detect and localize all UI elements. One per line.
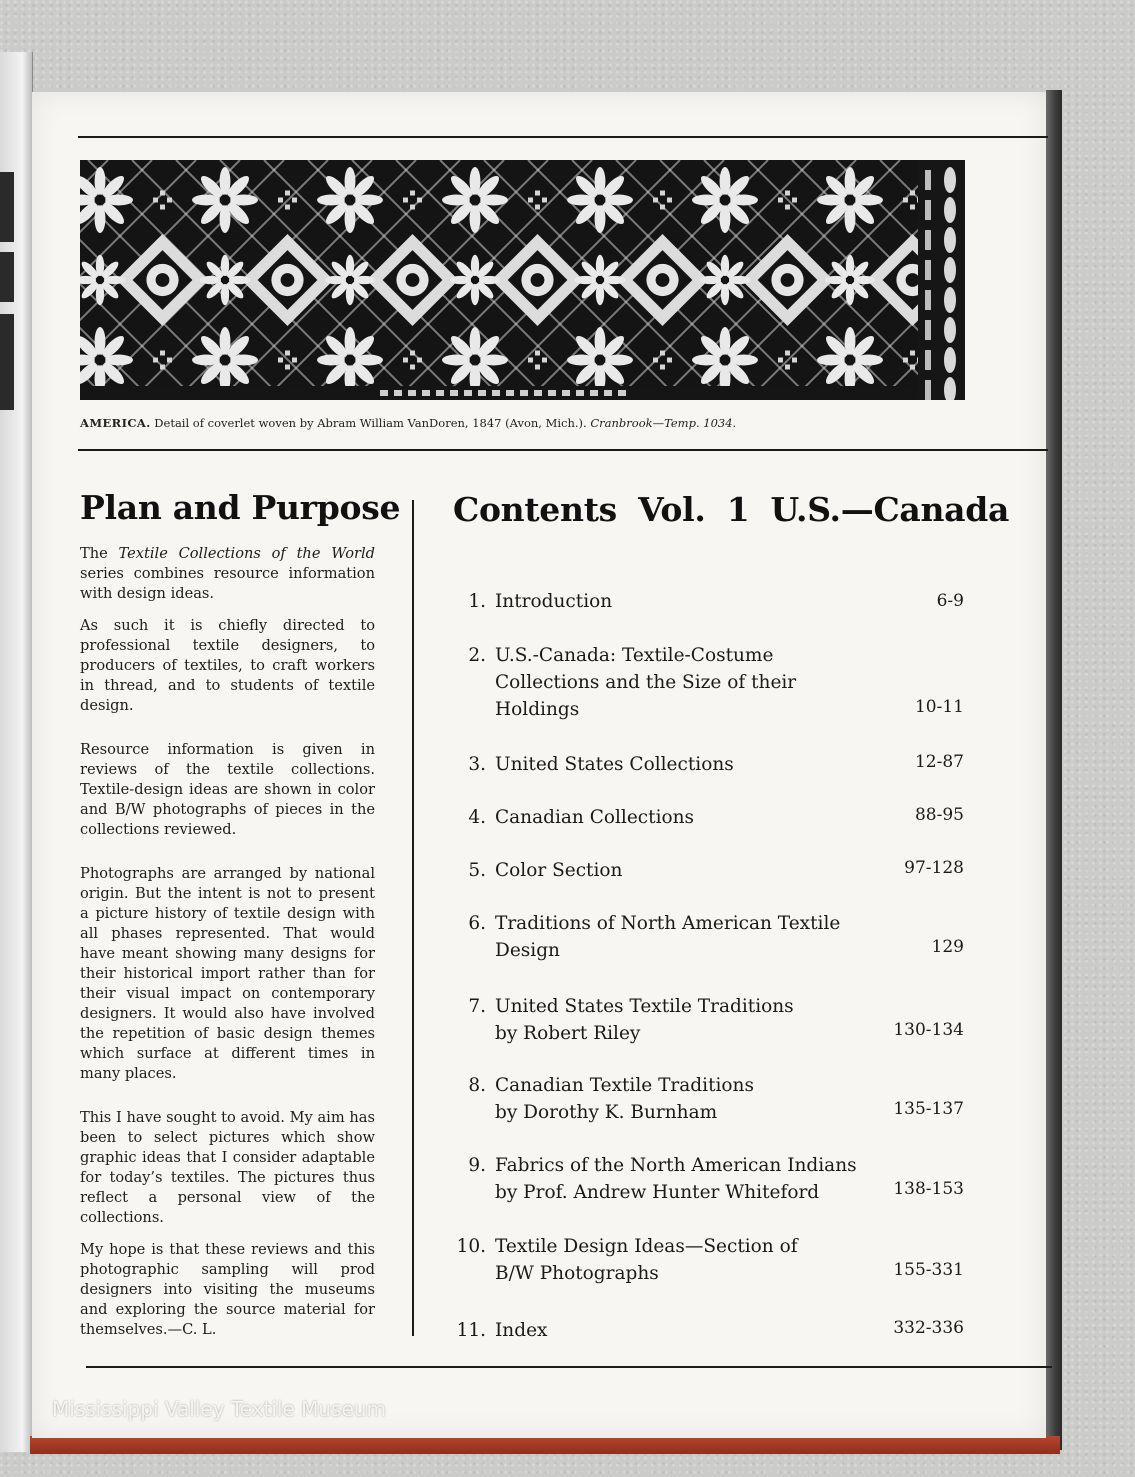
plan-paragraph: Photographs are arranged by national origin. But the intent is not to present a picture history of textile design with all phases represented. That would have meant showing many designs for their historical import rather than for their visual impact on contemporary designers. It would also have involved the repetition of basic design themes which surface at different times in many places. [80, 865, 375, 1082]
toc-item [452, 1072, 964, 1126]
toc-title: Canadian Textile Traditions by Dorothy K. Burnham [495, 1075, 754, 1123]
toc-item [452, 588, 964, 615]
caption-credit: Cranbrook—Temp. 1034. [590, 416, 737, 430]
plan-text: series combines resource information with design ideas. [80, 565, 375, 602]
coverlet-pattern-illustration [80, 160, 965, 400]
toc-pages: 135-137 [893, 1099, 964, 1119]
toc-number: 11. [456, 1320, 486, 1341]
top-rule [78, 136, 1048, 138]
toc-number: 1. [468, 591, 486, 612]
toc-number: 6. [468, 913, 486, 934]
toc-number: 7. [468, 996, 486, 1017]
plan-title: Plan and Purpose [80, 488, 401, 527]
toc-item [452, 993, 964, 1047]
plan-text: The [80, 545, 119, 562]
toc-number: 4. [468, 807, 486, 828]
toc-title: Canadian Collections [495, 807, 695, 828]
toc-item [452, 1233, 964, 1287]
toc-title: Traditions of North American Textile Design [495, 913, 841, 961]
photo-caption [80, 416, 965, 430]
toc-title: Color Section [495, 860, 623, 881]
plan-paragraph: As such it is chiefly directed to professional textile designers, to producers of textiles, to craft workers in thread, and to students of textile design. [80, 617, 375, 714]
toc-title: Index [495, 1320, 548, 1341]
toc-title: United States Textile Traditions by Robert Riley [495, 996, 794, 1044]
toc-item [452, 642, 964, 723]
series-title: Textile Collections of the World [118, 545, 375, 562]
toc-number: 9. [468, 1155, 486, 1176]
plan-paragraph [80, 544, 375, 604]
coverlet-photo [80, 160, 965, 400]
plan-paragraph: Resource information is given in reviews of the textile collections. Textile-design ideas are shown in color and B/W photographs of pieces in the collections reviewed. [80, 741, 375, 838]
toc-pages: 155-331 [893, 1260, 964, 1280]
contents-title: Contents Vol. 1 U.S.—Canada [453, 490, 1010, 529]
toc-item [452, 857, 964, 884]
toc-number: 8. [468, 1075, 486, 1096]
toc-number: 10. [456, 1236, 486, 1257]
toc-pages: 129 [931, 937, 964, 957]
toc-title: Textile Design Ideas—Section of B/W Photographs [495, 1236, 798, 1284]
toc-number: 2. [468, 645, 486, 666]
toc-pages: 332-336 [893, 1318, 964, 1338]
plan-paragraph: This I have sought to avoid. My aim has been to select pictures which show graphic ideas that I consider adaptable for today’s textiles. The pictures thus reflect a personal view of the collections. [80, 1109, 375, 1226]
caption-description: Detail of coverlet woven by Abram William VanDoren, 1847 (Avon, Mich.). [150, 416, 591, 430]
toc-title: U.S.-Canada: Textile-Costume Collections and the Size of their Holdings [495, 645, 797, 720]
toc-item [452, 910, 964, 964]
bottom-rule [86, 1366, 1052, 1368]
toc-pages: 88-95 [914, 805, 964, 825]
plan-paragraph: My hope is that these reviews and this photographic sampling will prod designers into visiting the museums and exploring the source material for themselves.—C. L. [80, 1241, 375, 1338]
toc-pages: 138-153 [893, 1179, 964, 1199]
toc-title: Fabrics of the North American Indians by Prof. Andrew Hunter Whiteford [495, 1155, 857, 1203]
toc-item [452, 1152, 964, 1206]
plan-column [80, 544, 375, 1340]
toc-pages: 6-9 [936, 591, 964, 611]
toc-pages: 97-128 [904, 858, 964, 878]
book-cover-edge [1046, 90, 1062, 1450]
toc-pages: 10-11 [914, 697, 964, 717]
watermark: Mississippi Valley Textile Museum [52, 1397, 386, 1421]
toc-item [452, 751, 964, 778]
toc-title: United States Collections [495, 754, 734, 775]
facing-page-edge [0, 52, 33, 1452]
toc-item [452, 1317, 964, 1344]
mid-rule [78, 449, 1048, 451]
caption-country: AMERICA. [80, 416, 151, 430]
column-divider [412, 500, 414, 1336]
toc-item [452, 804, 964, 831]
toc-pages: 12-87 [914, 752, 964, 772]
toc-number: 5. [468, 860, 486, 881]
toc-number: 3. [468, 754, 486, 775]
book-cover-bottom [30, 1436, 1060, 1454]
toc-title: Introduction [495, 591, 613, 612]
toc-pages: 130-134 [893, 1020, 964, 1040]
